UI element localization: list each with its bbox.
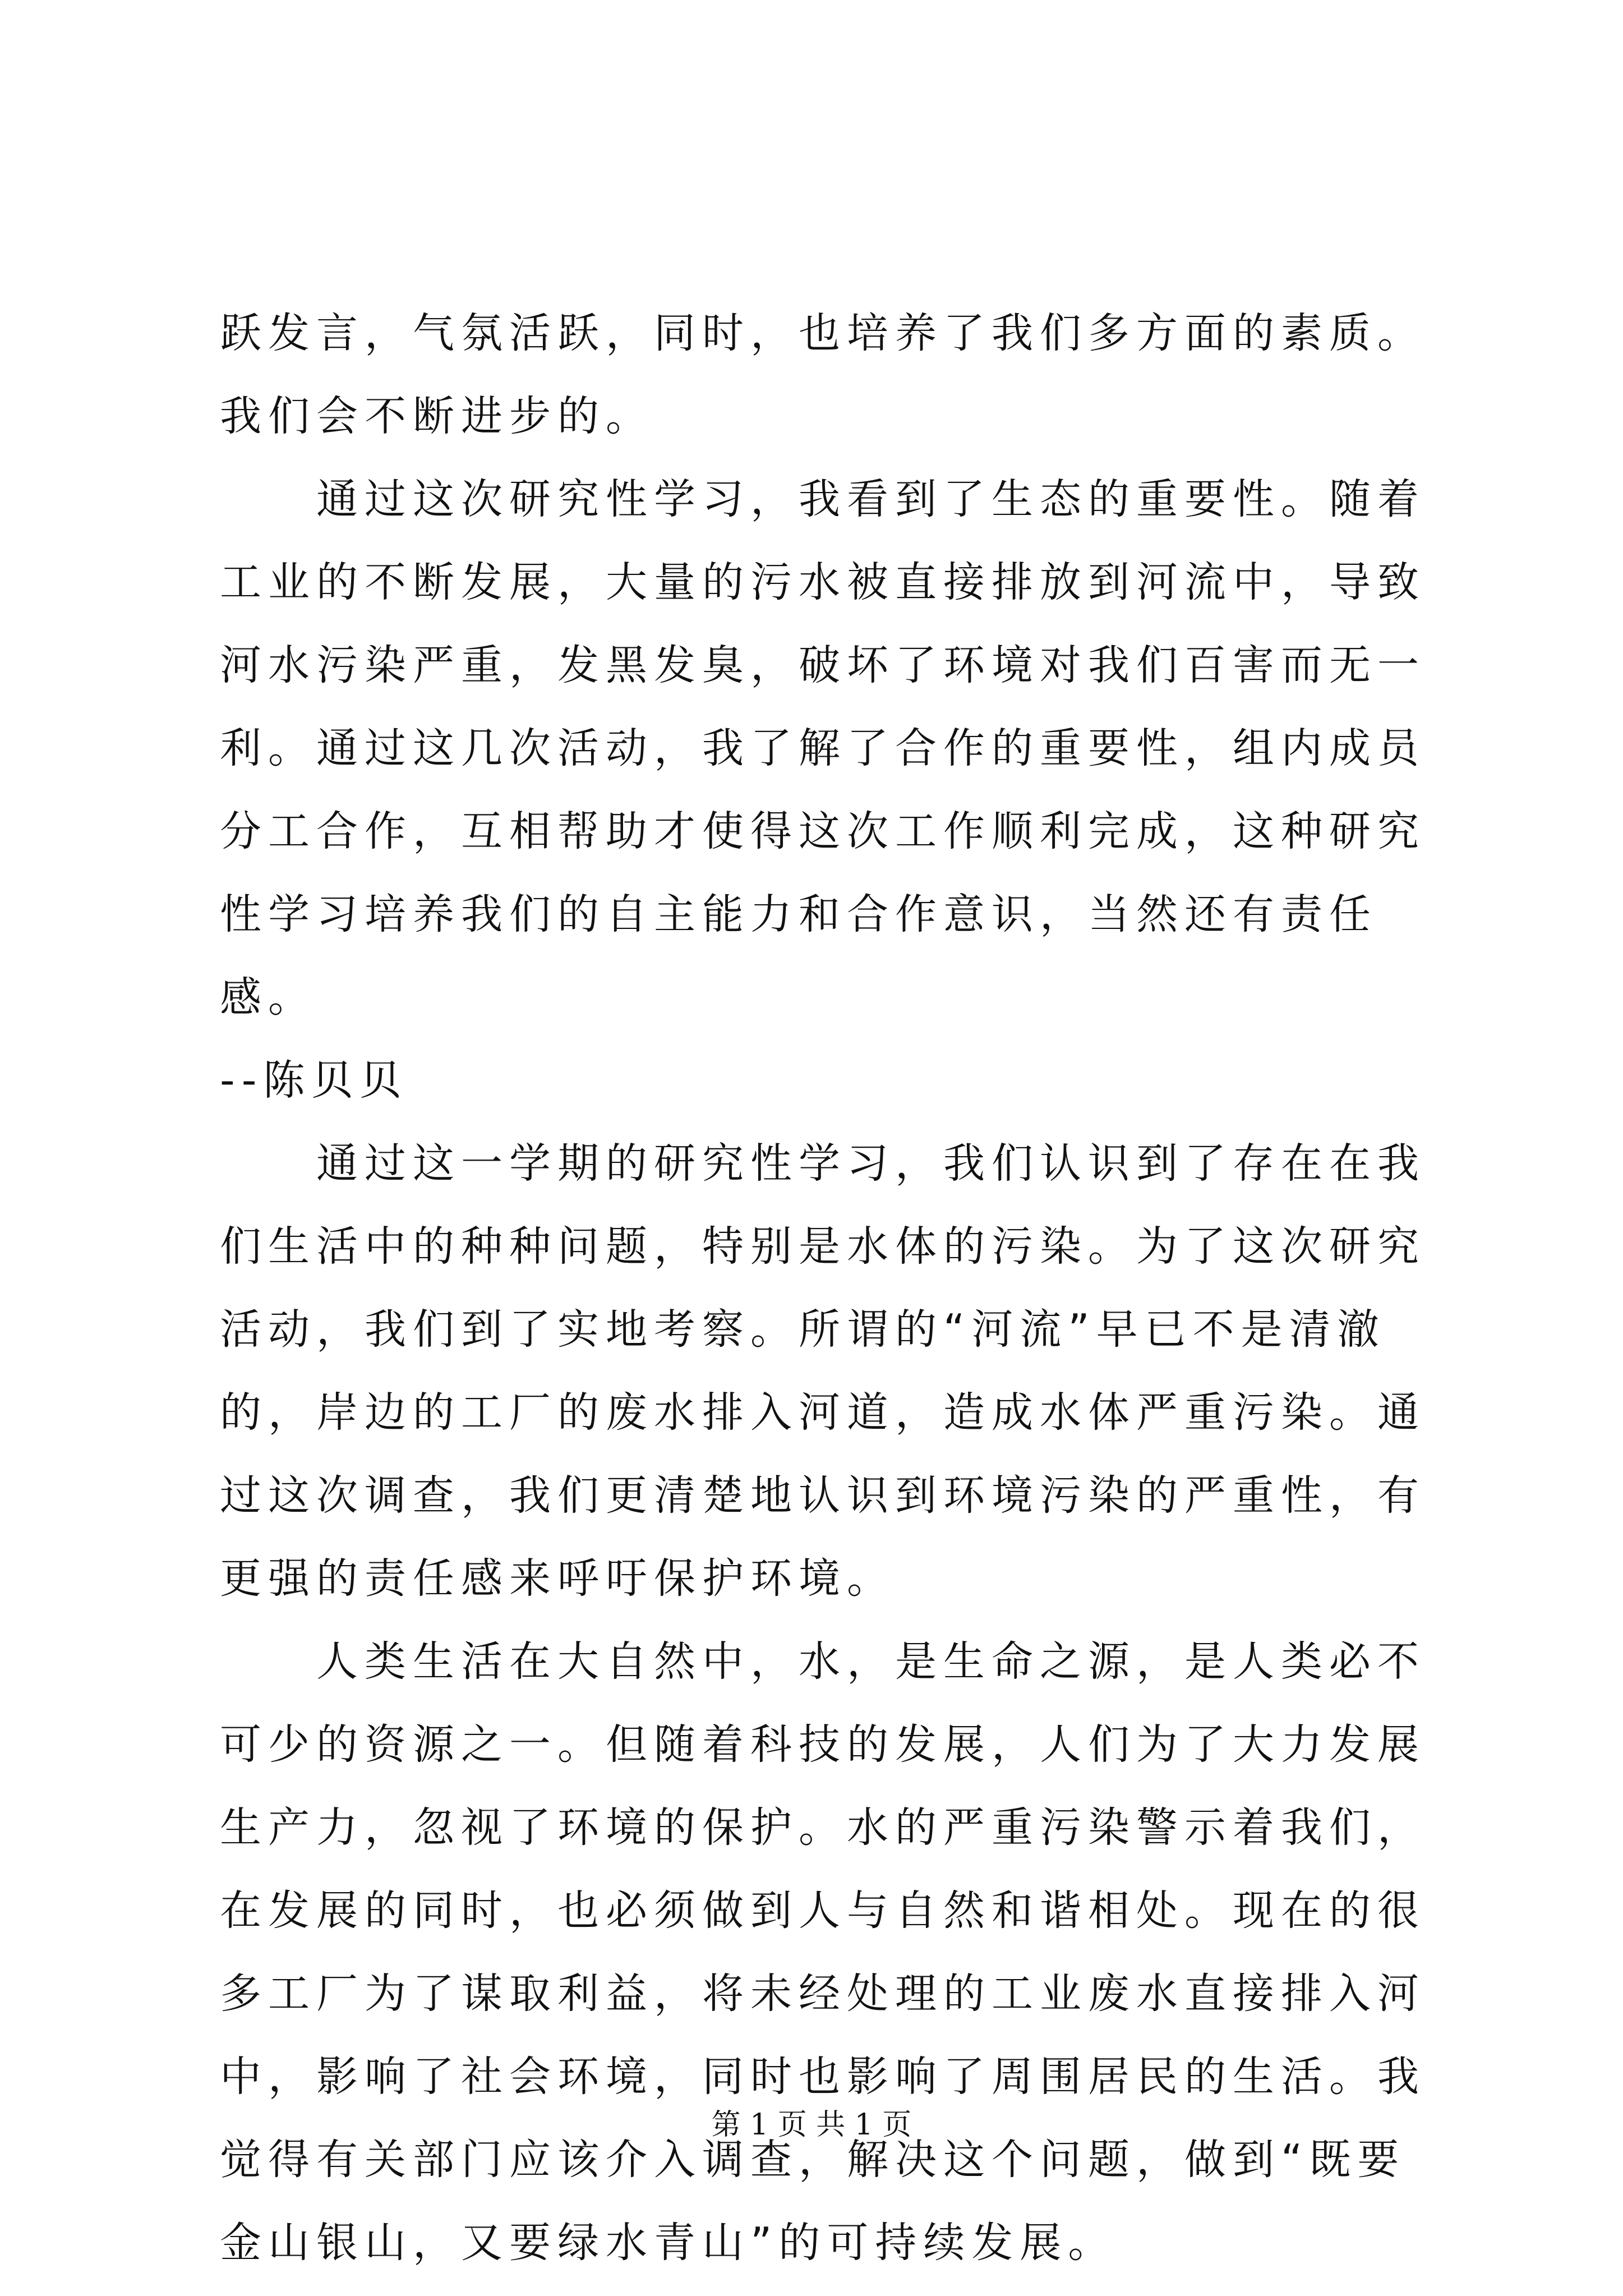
paragraph-semester-reflection: 通过这一学期的研究性学习，我们认识到了存在在我们生活中的种种问题，特别是水体的污染。为了这次研究活动，我们到了实地考察。所谓的“河流”早已不是清澈的，岸边的工厂的废水排入河道，造成水体严重污染。通过这次调查，我们更清楚地认识到环境污染的严重性，有更强的责任感来呼吁保护环境。 <box>220 1139 1426 1603</box>
page-footer: 第 1 页 共 1 页 <box>711 2108 912 2142</box>
paragraph-water-protection: 人类生活在大自然中，水，是生命之源，是人类必不可少的资源之一。但随着科技的发展，人们为了大力发展生产力，忽视了环境的保护。水的严重污染警示着我们，在发展的同时，也必须做到人与自然和谐相处。现在的很多工厂为了谋取利益，将未经处理的工业废水直接排入河中，影响了社会环境，同时也影响了周围居民的生活。我觉得有关部门应该介入调查，解决这个问题，做到“既要金山银山，又要绿水青山”的可持续发展。 <box>220 1637 1426 2267</box>
paragraph-ecology-reflection: 通过这次研究性学习，我看到了生态的重要性。随着工业的不断发展，大量的污水被直接排放到河流中，导致河水污染严重，发黑发臭，破坏了环境对我们百害而无一利。通过这几次活动，我了解了合作的重要性，组内成员分工合作，互相帮助才使得这次工作顺利完成，这种研究性学习培养我们的自主能力和合作意识，当然还有责任感。 <box>220 475 1426 1022</box>
document-body <box>220 292 1427 2284</box>
author-signature: --陈贝贝 <box>220 1056 408 1105</box>
paragraph-continuation: 跃发言，气氛活跃，同时，也培养了我们多方面的素质。我们会不断进步的。 <box>220 309 1426 440</box>
